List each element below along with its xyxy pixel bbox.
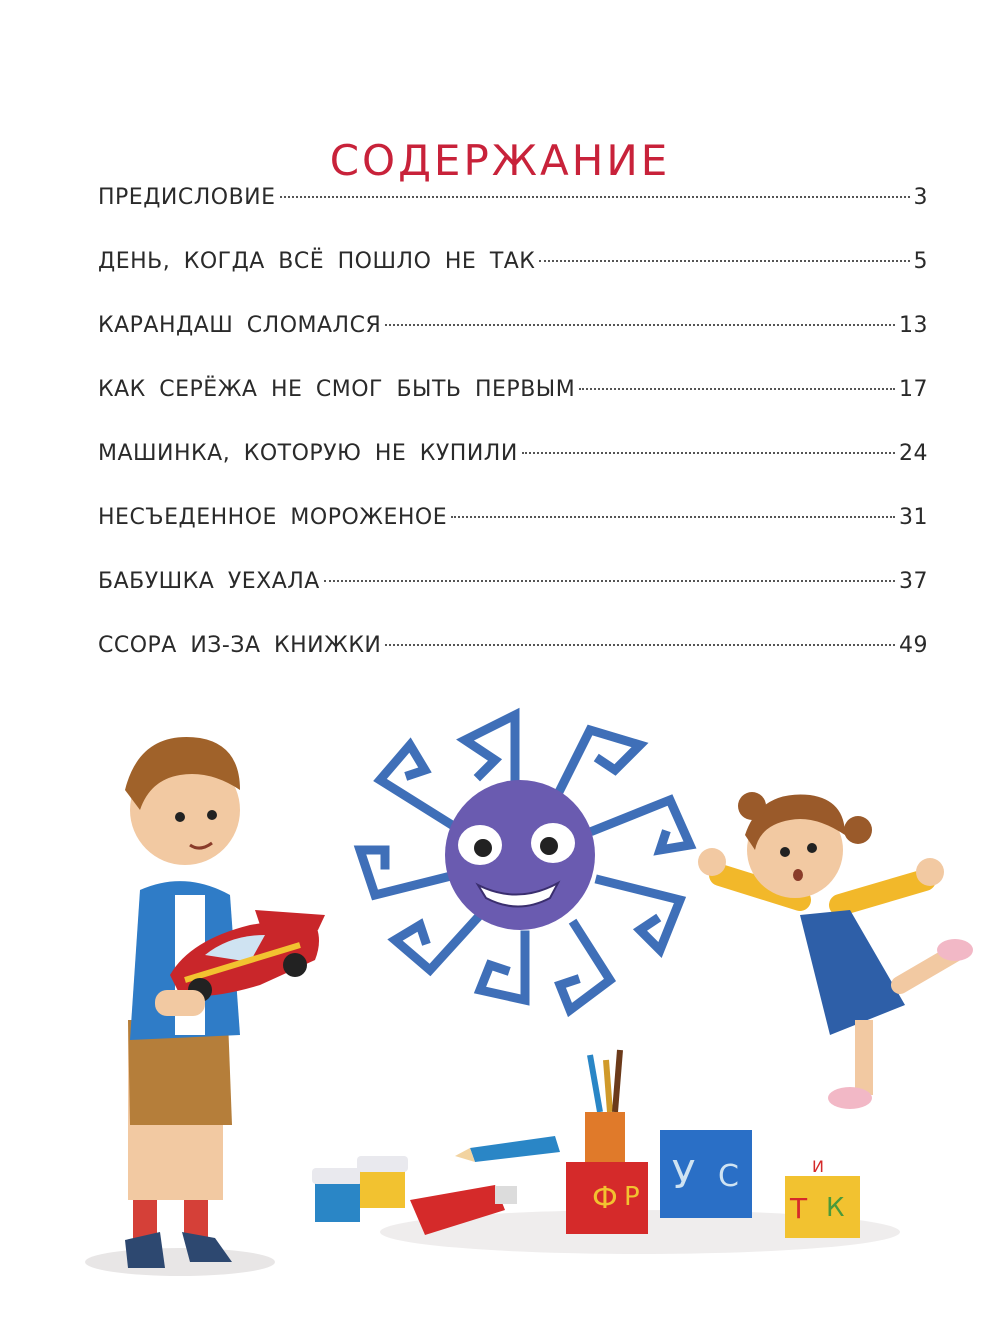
toc-label: НЕСЪЕДЕННОЕ МОРОЖЕНОЕ [98,505,448,530]
block-letter: И [812,1157,824,1176]
toc-row[interactable] [98,313,928,377]
toc-leader-dots [522,452,895,454]
monster-pupil-left [474,839,492,857]
toc-leader-dots [451,516,895,518]
girl-figure [698,792,973,1109]
toc-page-number: 5 [913,249,928,274]
block-letter: Т [790,1192,808,1225]
block-letter: У [672,1153,696,1197]
paint-jars [312,1156,408,1222]
toc-label: ПРЕДИСЛОВИЕ [98,185,276,210]
block-letter: Ф [592,1181,618,1216]
toc-label: КАРАНДАШ СЛОМАЛСЯ [98,313,382,338]
toc-page-number: 17 [899,377,928,402]
toc-leader-dots [385,324,895,326]
toc-leader-dots [579,388,895,390]
toc-leader-dots [280,196,910,198]
toc-leader-dots [324,580,895,582]
toc-row[interactable] [98,441,928,505]
toc-leader-dots [385,644,895,646]
toc-row[interactable] [98,185,928,249]
toc-page-number: 37 [899,569,928,594]
toc-label: ССОРА ИЗ-ЗА КНИЖКИ [98,633,382,658]
toc-label: ДЕНЬ, КОГДА ВСЁ ПОШЛО НЕ ТАК [98,249,536,274]
block-letter: К [826,1193,845,1223]
illustration [0,690,1000,1333]
boy-hand [155,990,205,1016]
toc-page-number: 3 [913,185,928,210]
block-letter: Р [624,1182,640,1212]
brush-cup [585,1050,625,1162]
toc-label: БАБУШКА УЕХАЛА [98,569,320,594]
toc-row[interactable] [98,377,928,441]
block-letter: С [718,1159,739,1194]
toc-page-number: 31 [899,505,928,530]
toc-label: МАШИНКА, КОТОРУЮ НЕ КУПИЛИ [98,441,518,466]
toc-page-number: 49 [899,633,928,658]
table-of-contents [98,185,928,697]
toc-label: КАК СЕРЁЖА НЕ СМОГ БЫТЬ ПЕРВЫМ [98,377,576,402]
toc-row[interactable] [98,633,928,697]
toc-leader-dots [539,260,909,262]
letter-block-blue [660,1130,752,1218]
boy-shadow [85,1248,275,1276]
letter-block-red [566,1162,648,1234]
toc-row[interactable] [98,569,928,633]
letter-block-yellow [785,1157,860,1238]
page-title: СОДЕРЖАНИЕ [329,136,671,186]
pencil [455,1136,560,1162]
toc-page-number: 24 [899,441,928,466]
toc-page-number: 13 [899,313,928,338]
monster-pupil-right [540,837,558,855]
toc-row[interactable] [98,249,928,313]
toc-row[interactable] [98,505,928,569]
